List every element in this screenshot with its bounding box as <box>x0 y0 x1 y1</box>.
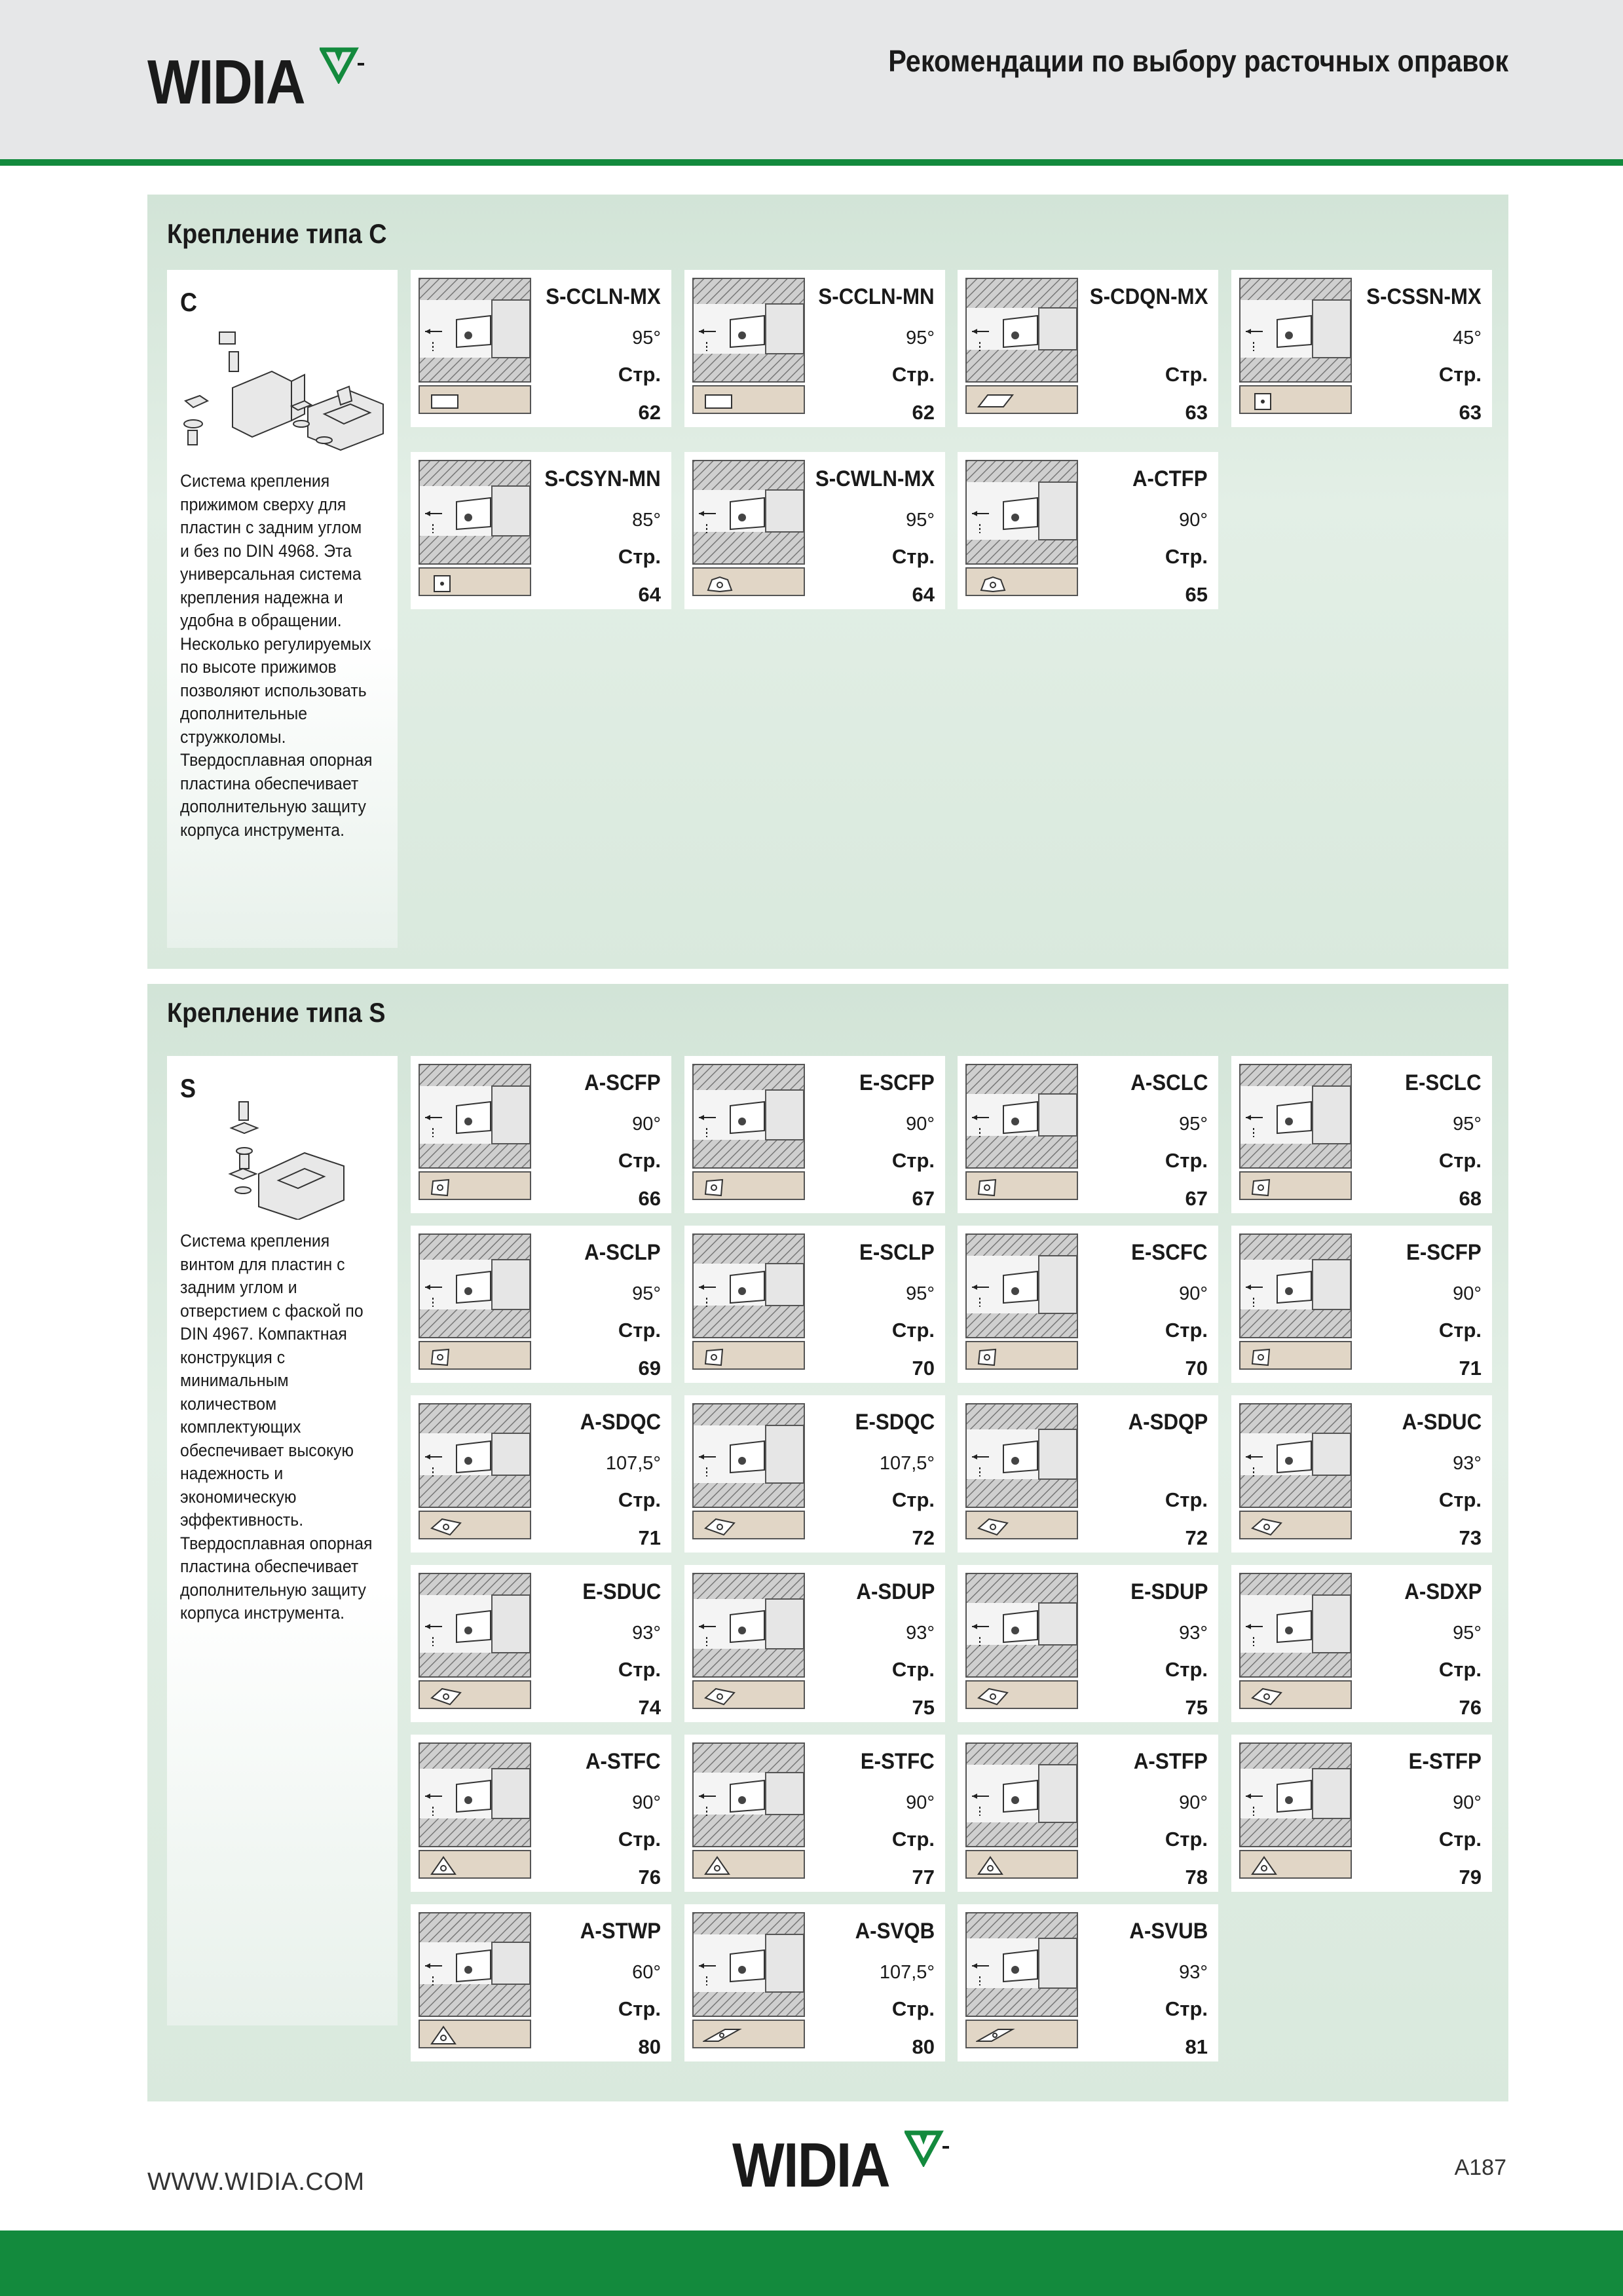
tool-code: A-SVUB <box>1129 1919 1208 1944</box>
tool-card-e-sdqc[interactable] <box>684 1395 945 1553</box>
boring-bar-diagram <box>692 1403 805 1508</box>
page-ref[interactable]: 63 <box>1185 401 1208 424</box>
tool-code: E-SCFP <box>859 1070 935 1095</box>
tool-code: S-CWLN-MX <box>815 466 935 491</box>
boring-bar-diagram-svg <box>694 1913 804 2016</box>
page-ref[interactable]: 66 <box>638 1187 661 1210</box>
page-ref[interactable]: 64 <box>638 583 661 606</box>
boring-bar-diagram <box>419 460 531 565</box>
approach-angle: 107,5° <box>879 1453 935 1474</box>
page-label: Стр. <box>618 363 661 386</box>
insert-shape-icon <box>1239 1850 1352 1879</box>
tool-code: A-SDXP <box>1404 1579 1482 1604</box>
boring-bar-diagram-svg <box>420 1235 530 1337</box>
approach-angle: 107,5° <box>879 1962 935 1983</box>
tool-card-s-cssn-mx[interactable] <box>1231 270 1492 427</box>
page-ref[interactable]: 68 <box>1459 1187 1482 1210</box>
tool-card-e-sclc[interactable] <box>1231 1056 1492 1213</box>
page-label: Стр. <box>1438 1319 1482 1342</box>
footer-url[interactable]: WWW.WIDIA.COM <box>147 2168 365 2196</box>
tool-card-s-csyn-mn[interactable] <box>411 452 671 609</box>
page-ref[interactable]: 62 <box>638 401 661 424</box>
tool-code: E-SDUP <box>1130 1579 1208 1604</box>
header-divider <box>0 159 1623 166</box>
boring-bar-diagram <box>692 1912 805 2017</box>
approach-angle: 95° <box>1453 1623 1482 1644</box>
page-label: Стр. <box>618 1828 661 1851</box>
tool-code: A-SVQB <box>855 1919 935 1944</box>
approach-angle: 90° <box>1179 1283 1208 1304</box>
widia-logo-text: WIDIA <box>732 2130 889 2200</box>
clamping-exploded-illustration <box>174 1089 390 1220</box>
boring-bar-diagram-svg <box>420 1065 530 1167</box>
widia-logo-text: WIDIA <box>147 47 305 117</box>
boring-bar-diagram <box>965 1403 1078 1508</box>
page-label: Стр. <box>891 1658 935 1681</box>
footer-band <box>0 2230 1623 2296</box>
approach-angle: 95° <box>632 328 661 348</box>
page-ref[interactable]: 81 <box>1185 2035 1208 2058</box>
boring-bar-diagram-svg <box>694 1065 804 1167</box>
clamping-letter: S <box>180 1074 196 1103</box>
insert-shape-icon <box>419 2020 531 2048</box>
insert-shape-icon <box>965 1850 1078 1879</box>
page-label: Стр. <box>1165 1997 1208 2020</box>
boring-bar-diagram-svg <box>1241 1744 1351 1846</box>
insert-shape-icon <box>692 1511 805 1539</box>
page-label: Стр. <box>891 1828 935 1851</box>
tool-card-a-ctfp[interactable] <box>958 452 1218 609</box>
page-ref[interactable]: 69 <box>638 1357 661 1380</box>
boring-bar-diagram-svg <box>967 1404 1077 1507</box>
page-label: Стр. <box>1438 1828 1482 1851</box>
boring-bar-diagram <box>965 1912 1078 2017</box>
tool-code: A-SDUC <box>1402 1410 1482 1435</box>
boring-bar-diagram <box>692 278 805 383</box>
tool-card-a-sclc[interactable] <box>958 1056 1218 1213</box>
insert-shape-icon <box>692 1341 805 1370</box>
tool-card-e-stfp[interactable] <box>1231 1735 1492 1892</box>
boring-bar-diagram <box>1239 1403 1352 1508</box>
boring-bar-diagram <box>692 1742 805 1847</box>
tool-code: A-SCFP <box>584 1070 661 1095</box>
tool-code: E-SCFP <box>1406 1240 1482 1265</box>
boring-bar-diagram <box>419 1403 531 1508</box>
clamping-description: Система крепления прижимом сверху для пластин с задним углом и без по DIN 4968. Эта универсальная система крепления надежна и удобна в обращении. Несколько регулируемых по высоте прижимов позволяют использовать дополнительные стружколомы. Твердосплавная опорная пластина обеспечивает дополнительную защиту корпуса инструмента. <box>180 471 373 840</box>
page-label: Стр. <box>1165 1488 1208 1511</box>
footer-widia-logo <box>732 2130 950 2200</box>
tool-card-e-scfp[interactable] <box>684 1056 945 1213</box>
page-ref[interactable]: 64 <box>912 583 935 606</box>
tool-card-e-stfc[interactable] <box>684 1735 945 1892</box>
tool-card-e-sduc[interactable] <box>411 1565 671 1722</box>
insert-shape-icon <box>692 385 805 414</box>
boring-bar-diagram <box>419 1912 531 2017</box>
page-ref[interactable]: 76 <box>638 1866 661 1889</box>
boring-bar-diagram-svg <box>420 1913 530 2016</box>
tool-card-s-cdqn-mx[interactable] <box>958 270 1218 427</box>
boring-bar-diagram-svg <box>1241 1065 1351 1167</box>
insert-shape-icon <box>419 1171 531 1200</box>
tool-code: E-STFC <box>861 1749 935 1774</box>
tool-code: A-SCLP <box>584 1240 661 1265</box>
page-ref[interactable]: 62 <box>912 401 935 424</box>
side-panel <box>167 270 398 948</box>
tool-card-a-svub[interactable] <box>958 1904 1218 2061</box>
page-ref[interactable]: 77 <box>912 1866 935 1889</box>
page-title: Рекомендации по выбору расточных оправок <box>888 44 1508 78</box>
page-ref[interactable]: 80 <box>638 2035 661 2058</box>
page-ref[interactable]: 63 <box>1459 401 1482 424</box>
boring-bar-diagram-svg <box>967 279 1077 381</box>
approach-angle: 93° <box>906 1623 935 1644</box>
page-label: Стр. <box>891 363 935 386</box>
boring-bar-diagram-svg <box>694 1404 804 1507</box>
boring-bar-diagram <box>419 278 531 383</box>
insert-shape-icon <box>692 1680 805 1709</box>
boring-bar-diagram <box>419 1064 531 1169</box>
boring-bar-diagram-svg <box>1241 1235 1351 1337</box>
widia-logo-mark <box>320 46 365 84</box>
page-ref[interactable]: 70 <box>1185 1357 1208 1380</box>
tool-code: A-SCLC <box>1130 1070 1208 1095</box>
insert-shape-icon <box>1239 1171 1352 1200</box>
boring-bar-diagram <box>419 1573 531 1678</box>
boring-bar-diagram <box>692 1573 805 1678</box>
page-label: Стр. <box>891 545 935 568</box>
boring-bar-diagram-svg <box>694 461 804 563</box>
page-label: Стр. <box>1438 1149 1482 1172</box>
page-ref[interactable]: 75 <box>1185 1696 1208 1719</box>
page-label: Стр. <box>1438 1488 1482 1511</box>
tool-code: S-CDQN-MX <box>1089 284 1208 309</box>
page-label: Стр. <box>1165 1319 1208 1342</box>
approach-angle: 95° <box>906 510 935 531</box>
page-ref[interactable]: 75 <box>912 1696 935 1719</box>
boring-bar-diagram <box>965 1064 1078 1169</box>
boring-bar-diagram-svg <box>694 1235 804 1337</box>
page-ref[interactable]: 65 <box>1185 583 1208 606</box>
boring-bar-diagram-svg <box>967 1744 1077 1846</box>
tool-card-s-ccln-mn[interactable] <box>684 270 945 427</box>
page-ref[interactable]: 73 <box>1459 1526 1482 1549</box>
boring-bar-diagram <box>692 1233 805 1338</box>
boring-bar-diagram-svg <box>694 1574 804 1676</box>
approach-angle: 90° <box>1179 510 1208 531</box>
tool-code: A-SDUP <box>856 1579 935 1604</box>
boring-bar-diagram-svg <box>694 1744 804 1846</box>
boring-bar-diagram <box>419 1233 531 1338</box>
page-label: Стр. <box>1165 545 1208 568</box>
tool-card-e-sclp[interactable] <box>684 1226 945 1383</box>
page-label: Стр. <box>891 1149 935 1172</box>
tool-code: A-STWP <box>580 1919 661 1944</box>
approach-angle: 95° <box>906 1283 935 1304</box>
approach-angle: 60° <box>632 1962 661 1983</box>
tool-card-a-sdqc[interactable] <box>411 1395 671 1553</box>
page-label: Стр. <box>618 545 661 568</box>
insert-shape-icon <box>1239 385 1352 414</box>
insert-shape-icon <box>692 567 805 596</box>
boring-bar-diagram <box>965 1573 1078 1678</box>
tool-card-a-stwp[interactable] <box>411 1904 671 2061</box>
widia-logo <box>147 47 365 117</box>
boring-bar-diagram-svg <box>1241 1574 1351 1676</box>
tool-code: A-SDQP <box>1128 1410 1208 1435</box>
approach-angle: 90° <box>906 1114 935 1135</box>
tool-card-a-sclp[interactable] <box>411 1226 671 1383</box>
insert-shape-icon <box>965 385 1078 414</box>
page-label: Стр. <box>1438 1658 1482 1681</box>
page-label: Стр. <box>1165 1828 1208 1851</box>
page-label: Стр. <box>618 1997 661 2020</box>
page-ref[interactable]: 72 <box>912 1526 935 1549</box>
clamping-exploded-illustration <box>174 309 390 466</box>
page-ref[interactable]: 76 <box>1459 1696 1482 1719</box>
tool-code: A-CTFP <box>1132 466 1208 491</box>
insert-shape-icon <box>692 1171 805 1200</box>
tool-code: E-SDQC <box>855 1410 935 1435</box>
boring-bar-diagram <box>1239 1233 1352 1338</box>
boring-bar-diagram-svg <box>420 1404 530 1507</box>
page-header <box>0 0 1623 159</box>
page-label: Стр. <box>1165 1149 1208 1172</box>
clamping-description: Система крепления винтом для пластин с задним углом и отверстием с фаской по DIN 4967. Компактная конструкция с минимальным количеством комплектующих обеспечивает высокую надежность и экономическую эффективность. Твердосплавная опорная пластина обеспечивает дополнительную защиту корпуса инструмента. <box>180 1231 373 1623</box>
boring-bar-diagram <box>965 278 1078 383</box>
boring-bar-diagram <box>965 460 1078 565</box>
section-title: Крепление типа C <box>167 218 387 249</box>
page-label: Стр. <box>1165 1658 1208 1681</box>
page-label: Стр. <box>618 1488 661 1511</box>
boring-bar-diagram <box>1239 1573 1352 1678</box>
insert-shape-icon <box>965 567 1078 596</box>
tool-code: E-SCLC <box>1405 1070 1482 1095</box>
boring-bar-diagram-svg <box>967 461 1077 563</box>
tool-code: E-SCLP <box>859 1240 935 1265</box>
page-ref[interactable]: 80 <box>912 2035 935 2058</box>
tool-card-s-cwln-mx[interactable] <box>684 452 945 609</box>
page-ref[interactable]: 79 <box>1459 1866 1482 1889</box>
tool-card-a-sdxp[interactable] <box>1231 1565 1492 1722</box>
page-ref[interactable]: 70 <box>912 1357 935 1380</box>
tool-code: A-STFP <box>1134 1749 1208 1774</box>
tool-code: S-CCLN-MX <box>546 284 661 309</box>
approach-angle: 90° <box>632 1114 661 1135</box>
tool-card-e-sdup[interactable] <box>958 1565 1218 1722</box>
boring-bar-diagram <box>965 1233 1078 1338</box>
page-ref[interactable]: 78 <box>1185 1866 1208 1889</box>
approach-angle: 93° <box>632 1623 661 1644</box>
boring-bar-diagram-svg <box>694 279 804 381</box>
tool-card-a-svqb[interactable] <box>684 1904 945 2061</box>
tool-card-a-stfp[interactable] <box>958 1735 1218 1892</box>
boring-bar-diagram-svg <box>967 1235 1077 1337</box>
approach-angle: 107,5° <box>605 1453 661 1474</box>
tool-card-a-sdqp[interactable] <box>958 1395 1218 1553</box>
approach-angle: 95° <box>1453 1114 1482 1135</box>
tool-card-s-ccln-mx[interactable] <box>411 270 671 427</box>
page-label: Стр. <box>891 1488 935 1511</box>
approach-angle: 95° <box>1179 1114 1208 1135</box>
page-ref[interactable]: 72 <box>1185 1526 1208 1549</box>
approach-angle: 90° <box>632 1792 661 1813</box>
insert-shape-icon <box>1239 1511 1352 1539</box>
approach-angle: 90° <box>1179 1792 1208 1813</box>
insert-shape-icon <box>692 1850 805 1879</box>
insert-shape-icon <box>965 1171 1078 1200</box>
approach-angle: 90° <box>1453 1283 1482 1304</box>
widia-logo-mark <box>905 2129 950 2167</box>
boring-bar-diagram-svg <box>420 279 530 381</box>
approach-angle: 93° <box>1179 1623 1208 1644</box>
page-ref[interactable]: 74 <box>638 1696 661 1719</box>
approach-angle: 90° <box>906 1792 935 1813</box>
page-label: Стр. <box>891 1997 935 2020</box>
boring-bar-diagram <box>1239 1064 1352 1169</box>
section-clamping-c <box>147 195 1508 969</box>
section-title: Крепление типа S <box>167 997 386 1028</box>
insert-shape-icon <box>419 385 531 414</box>
insert-shape-icon <box>1239 1341 1352 1370</box>
insert-shape-icon <box>692 2020 805 2048</box>
page-ref[interactable]: 67 <box>1185 1187 1208 1210</box>
tool-card-a-stfc[interactable] <box>411 1735 671 1892</box>
side-panel <box>167 1056 398 2025</box>
page-ref[interactable]: 71 <box>638 1526 661 1549</box>
boring-bar-diagram-svg <box>420 1744 530 1846</box>
tool-code: E-SDUC <box>582 1579 661 1604</box>
insert-shape-icon <box>419 1511 531 1539</box>
tool-card-a-sduc[interactable] <box>1231 1395 1492 1553</box>
page-ref[interactable]: 67 <box>912 1187 935 1210</box>
page-label: Стр. <box>891 1319 935 1342</box>
page-label: Стр. <box>1438 363 1482 386</box>
section-clamping-s <box>147 984 1508 2101</box>
tool-card-e-scfc[interactable] <box>958 1226 1218 1383</box>
boring-bar-diagram-svg <box>967 1065 1077 1167</box>
tool-code: S-CSYN-MN <box>544 466 661 491</box>
boring-bar-diagram <box>1239 1742 1352 1847</box>
approach-angle: 95° <box>632 1283 661 1304</box>
insert-shape-icon <box>965 1511 1078 1539</box>
boring-bar-diagram <box>965 1742 1078 1847</box>
insert-shape-icon <box>419 1850 531 1879</box>
insert-shape-icon <box>965 1341 1078 1370</box>
tool-card-a-scfp[interactable] <box>411 1056 671 1213</box>
approach-angle: 95° <box>906 328 935 348</box>
boring-bar-diagram-svg <box>967 1913 1077 2016</box>
boring-bar-diagram <box>1239 278 1352 383</box>
insert-shape-icon <box>419 1341 531 1370</box>
approach-angle: 85° <box>632 510 661 531</box>
boring-bar-diagram <box>419 1742 531 1847</box>
boring-bar-diagram-svg <box>1241 279 1351 381</box>
insert-shape-icon <box>965 1680 1078 1709</box>
boring-bar-diagram-svg <box>1241 1404 1351 1507</box>
clamping-letter: C <box>180 288 198 317</box>
boring-bar-diagram <box>692 460 805 565</box>
boring-bar-diagram-svg <box>967 1574 1077 1676</box>
page-number: A187 <box>1454 2155 1506 2180</box>
page-label: Стр. <box>618 1149 661 1172</box>
approach-angle: 93° <box>1453 1453 1482 1474</box>
approach-angle: 90° <box>1453 1792 1482 1813</box>
tool-card-e-scfp[interactable] <box>1231 1226 1492 1383</box>
insert-shape-icon <box>965 2020 1078 2048</box>
tool-code: S-CCLN-MN <box>818 284 935 309</box>
tool-code: E-SCFC <box>1131 1240 1208 1265</box>
tool-code: A-STFC <box>586 1749 661 1774</box>
tool-code: A-SDQC <box>580 1410 661 1435</box>
page-ref[interactable]: 71 <box>1459 1357 1482 1380</box>
page-label: Стр. <box>618 1319 661 1342</box>
insert-shape-icon <box>419 1680 531 1709</box>
page-label: Стр. <box>618 1658 661 1681</box>
tool-card-a-sdup[interactable] <box>684 1565 945 1722</box>
insert-shape-icon <box>419 567 531 596</box>
boring-bar-diagram-svg <box>420 461 530 563</box>
page-label: Стр. <box>1165 363 1208 386</box>
approach-angle: 93° <box>1179 1962 1208 1983</box>
insert-shape-icon <box>1239 1680 1352 1709</box>
tool-code: S-CSSN-MX <box>1366 284 1482 309</box>
boring-bar-diagram <box>692 1064 805 1169</box>
boring-bar-diagram-svg <box>420 1574 530 1676</box>
approach-angle: 45° <box>1453 328 1482 348</box>
tool-code: E-STFP <box>1408 1749 1482 1774</box>
